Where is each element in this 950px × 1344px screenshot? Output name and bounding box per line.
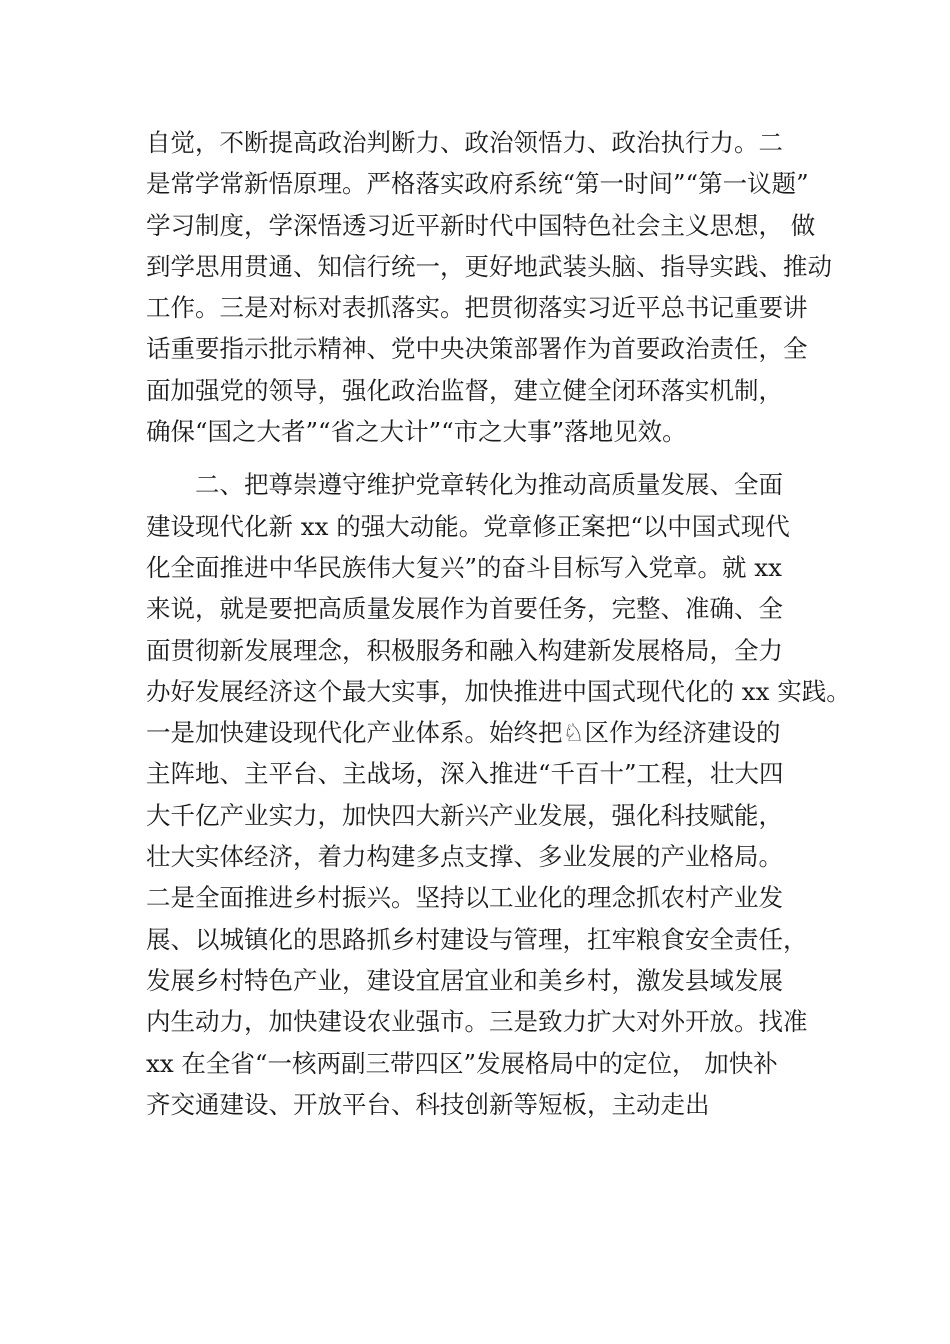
text-line-indented: 二、把尊崇遵守维护党章转化为推动高质量发展、全面	[195, 470, 783, 500]
body-text	[146, 122, 851, 1125]
text-line: 话重要指示批示精神、党中央决策部署作为首要政治责任，全	[146, 334, 808, 364]
text-line: 到学思用贯通、知信行统一，更好地武装头脑、指导实践、推动	[146, 251, 832, 281]
text-line: 展、以城镇化的思路抓乡村建设与管理，扛牢粮食安全责任，	[146, 924, 808, 954]
text-line: 面贯彻新发展理念，积极服务和融入构建新发展格局，全力	[146, 635, 783, 665]
text-line: 大千亿产业实力，加快四大新兴产业发展，强化科技赋能，	[146, 800, 783, 830]
paragraph-spacer	[146, 452, 846, 464]
text-line: 面加强党的领导，强化政治监督，建立健全闭环落实机制，	[146, 375, 783, 405]
text-line: 主阵地、主平台、主战场，深入推进“千百十”工程，壮大四	[146, 759, 784, 789]
paragraph-1	[146, 122, 846, 452]
text-line: 学习制度，学深悟透习近平新时代中国特色社会主义思想， 做	[146, 210, 816, 240]
text-line: 发展乡村特色产业，建设宜居宜业和美乡村，激发县域发展	[146, 965, 783, 995]
paragraph-2	[146, 464, 851, 1125]
text-line: 办好发展经济这个最大实事，加快推进中国式现代化的 xx 实践。	[146, 676, 851, 706]
text-line: 一是加快建设现代化产业体系。始终把♘区作为经济建设的	[146, 718, 781, 748]
text-line: 自觉，不断提高政治判断力、政治领悟力、政治执行力。二	[146, 128, 783, 157]
text-line: 来说，就是要把高质量发展作为首要任务，完整、准确、全	[146, 594, 783, 624]
text-line: 壮大实体经济，着力构建多点支撑、多业发展的产业格局。	[146, 842, 783, 872]
text-line: 二是全面推进乡村振兴。坚持以工业化的理念抓农村产业发	[146, 883, 783, 913]
text-line: 内生动力，加快建设农业强市。三是致力扩大对外开放。找准	[146, 1007, 808, 1037]
text-line: 化全面推进中华民族伟大复兴”的奋斗目标写入党章。就 xx	[146, 552, 782, 582]
text-line: 工作。三是对标对表抓落实。把贯彻落实习近平总书记重要讲	[146, 293, 808, 323]
text-line: 建设现代化新 xx 的强大动能。党章修正案把“以中国式现代	[146, 511, 790, 541]
text-line: 确保“国之大者”“省之大计”“市之大事”落地见效。	[146, 417, 687, 447]
text-line: 是常学常新悟原理。严格落实政府系统“第一时间”“第一议题”	[146, 169, 809, 199]
text-line: 齐交通建设、开放平台、科技创新等短板，主动走出	[146, 1089, 710, 1119]
text-line: xx 在全省“一核两副三带四区”发展格局中的定位， 加快补	[146, 1048, 778, 1078]
